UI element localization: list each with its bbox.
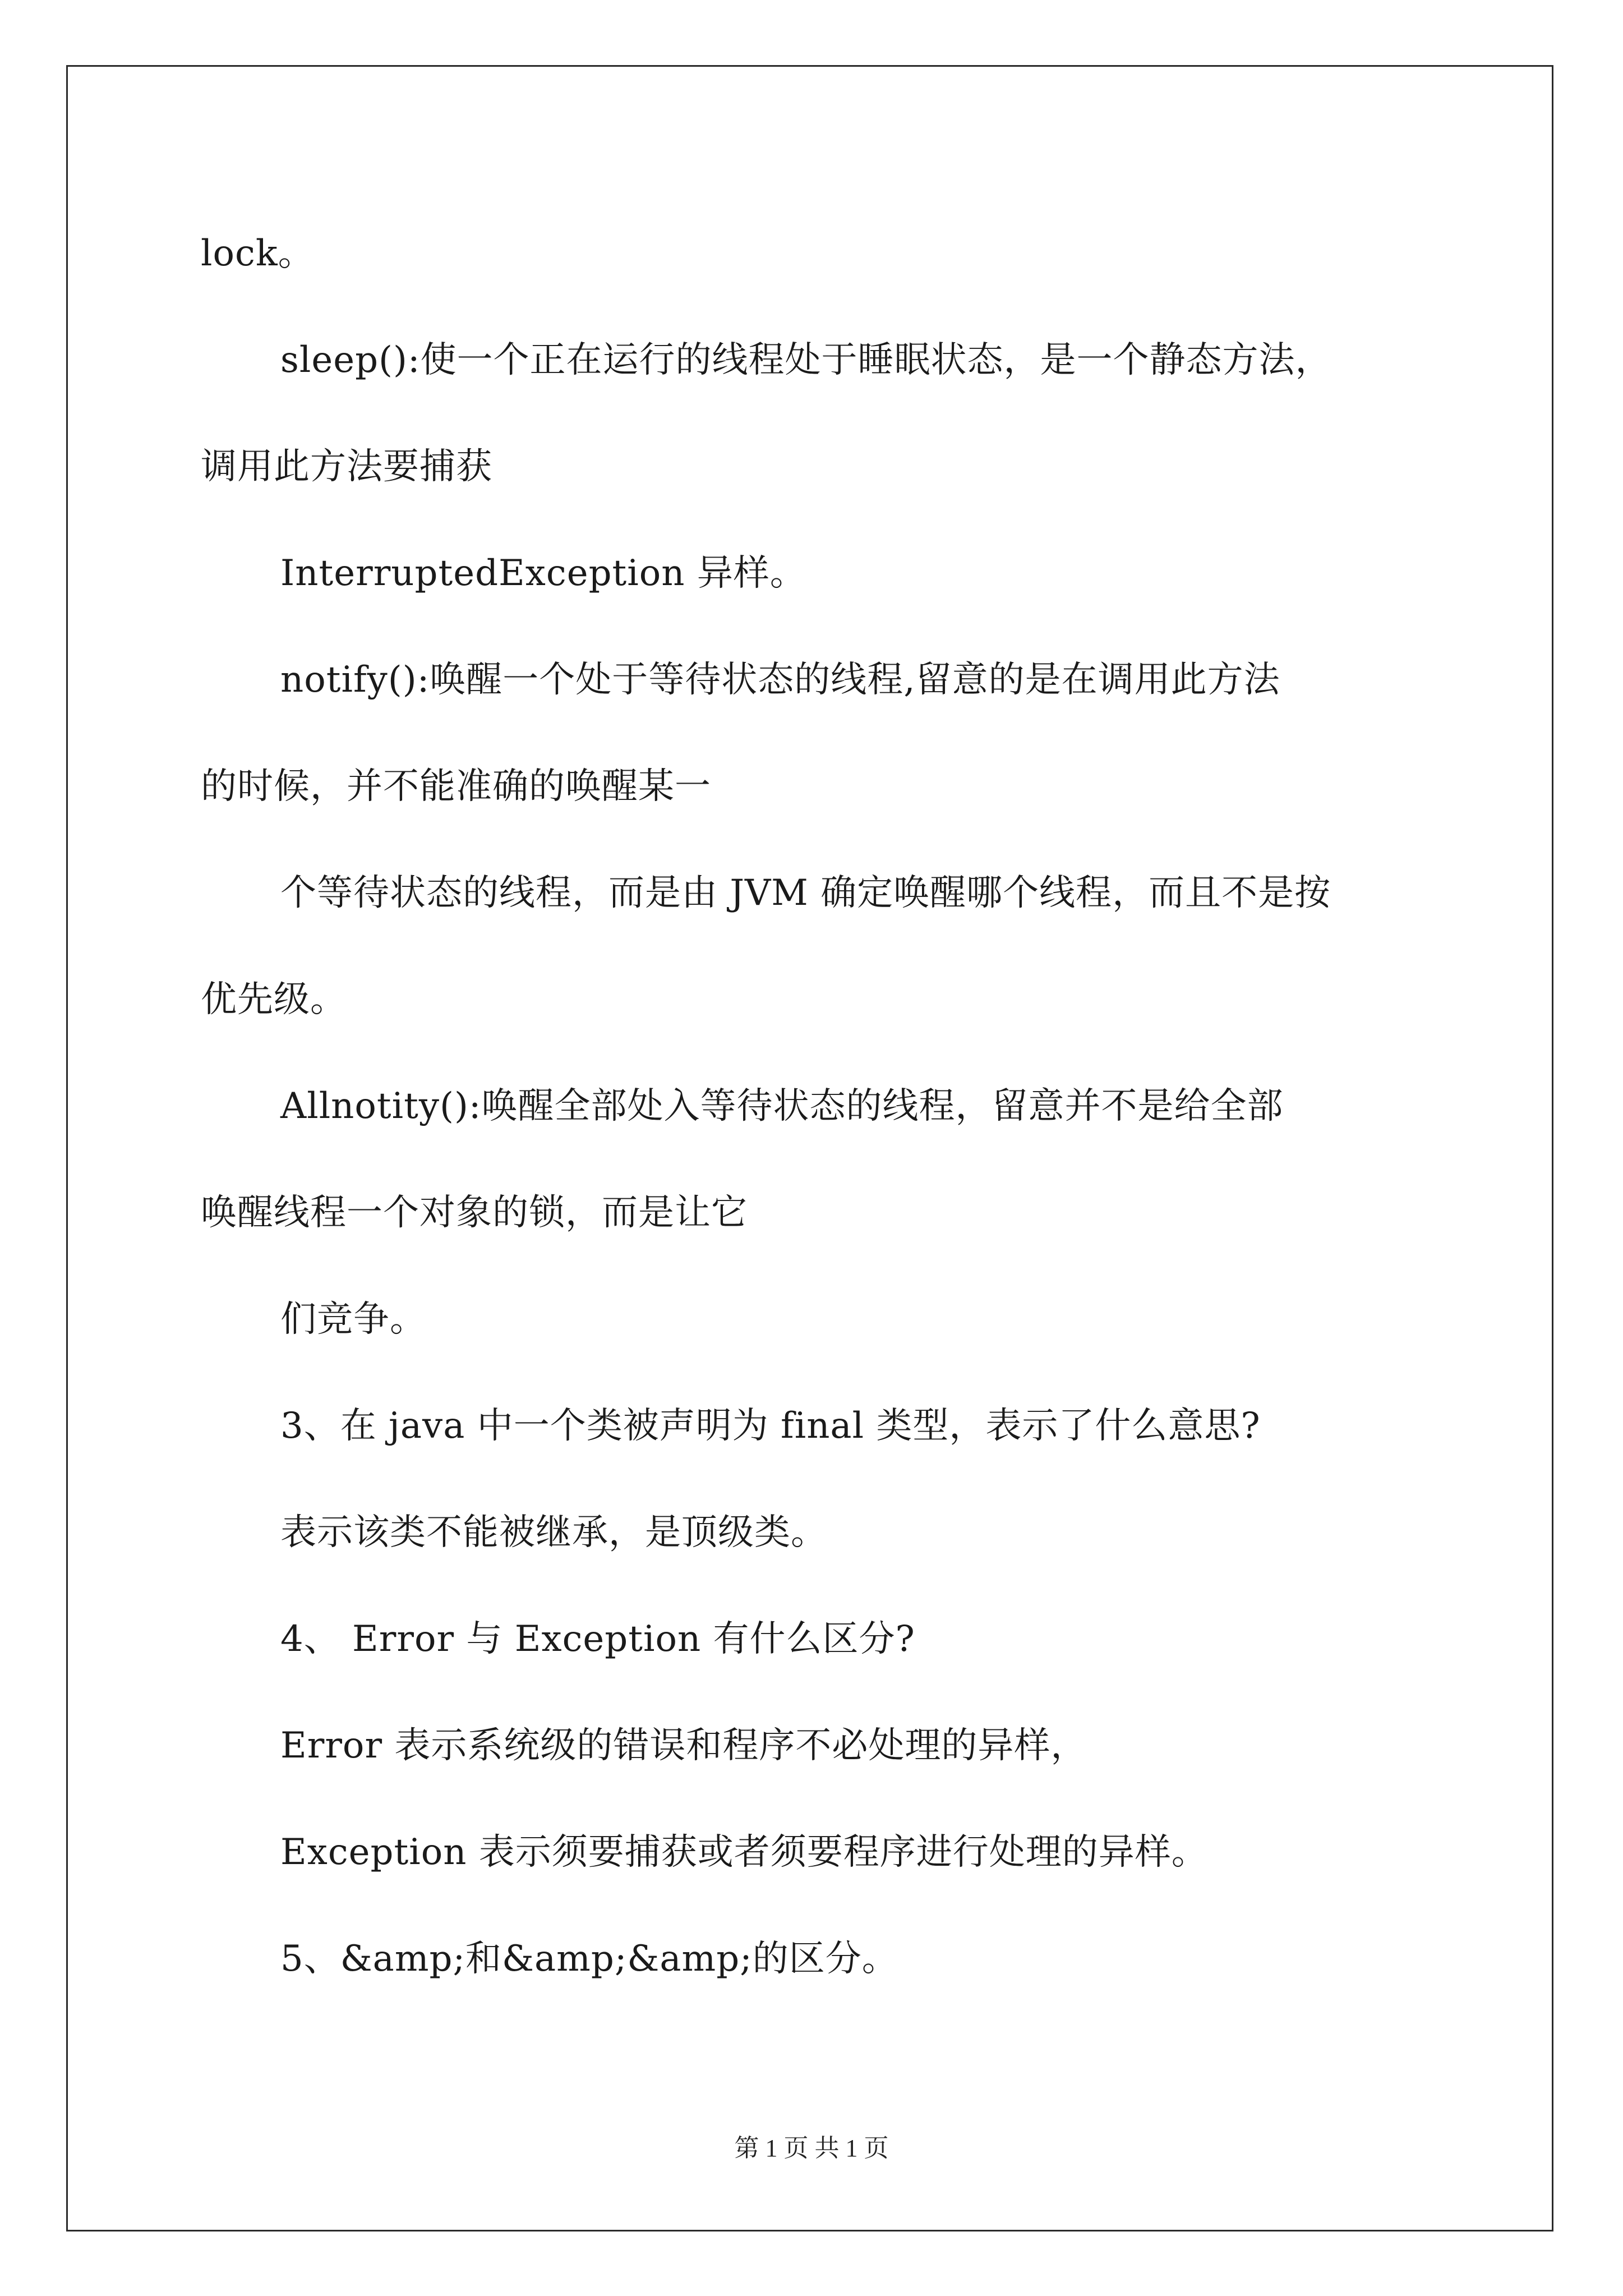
text-line: 3、在 java 中一个类被声明为 final 类型，表示了什么意思? [280, 1405, 1261, 1447]
text-line: InterruptedException 异样。 [280, 553, 806, 594]
page-border [66, 65, 1553, 2231]
text-line: 们竞争。 [280, 1299, 426, 1340]
text-line: notify():唤醒一个处于等待状态的线程,留意的是在调用此方法 [280, 659, 1280, 701]
text-line: Exception 表示须要捕获或者须要程序进行处理的异样。 [280, 1832, 1208, 1873]
text-line: sleep():使一个正在运行的线程处于睡眠状态，是一个静态方法， [280, 339, 1332, 381]
text-line: 调用此方法要捕获 [201, 446, 492, 487]
text-line: Error 表示系统级的错误和程序不必处理的异样， [280, 1725, 1087, 1766]
text-line: 5、&amp;和&amp;&amp;的区分。 [280, 1938, 898, 1980]
text-line: 4、 Error 与 Exception 有什么区分? [280, 1618, 915, 1660]
text-line: 唤醒线程一个对象的锁，而是让它 [201, 1192, 748, 1234]
text-line: 优先级。 [201, 979, 347, 1020]
text-line: 的时候，并不能准确的唤醒某一 [201, 766, 711, 807]
text-line: Allnotity():唤醒全部处入等待状态的线程，留意并不是给全部 [280, 1085, 1284, 1127]
text-line: lock。 [201, 233, 315, 274]
text-line: 个等待状态的线程，而是由 JVM 确定唤醒哪个线程，而且不是按 [280, 872, 1331, 914]
page-footer: 第 1 页 共 1 页 [734, 2134, 889, 2162]
text-line: 表示该类不能被继承，是顶级类。 [280, 1512, 827, 1553]
